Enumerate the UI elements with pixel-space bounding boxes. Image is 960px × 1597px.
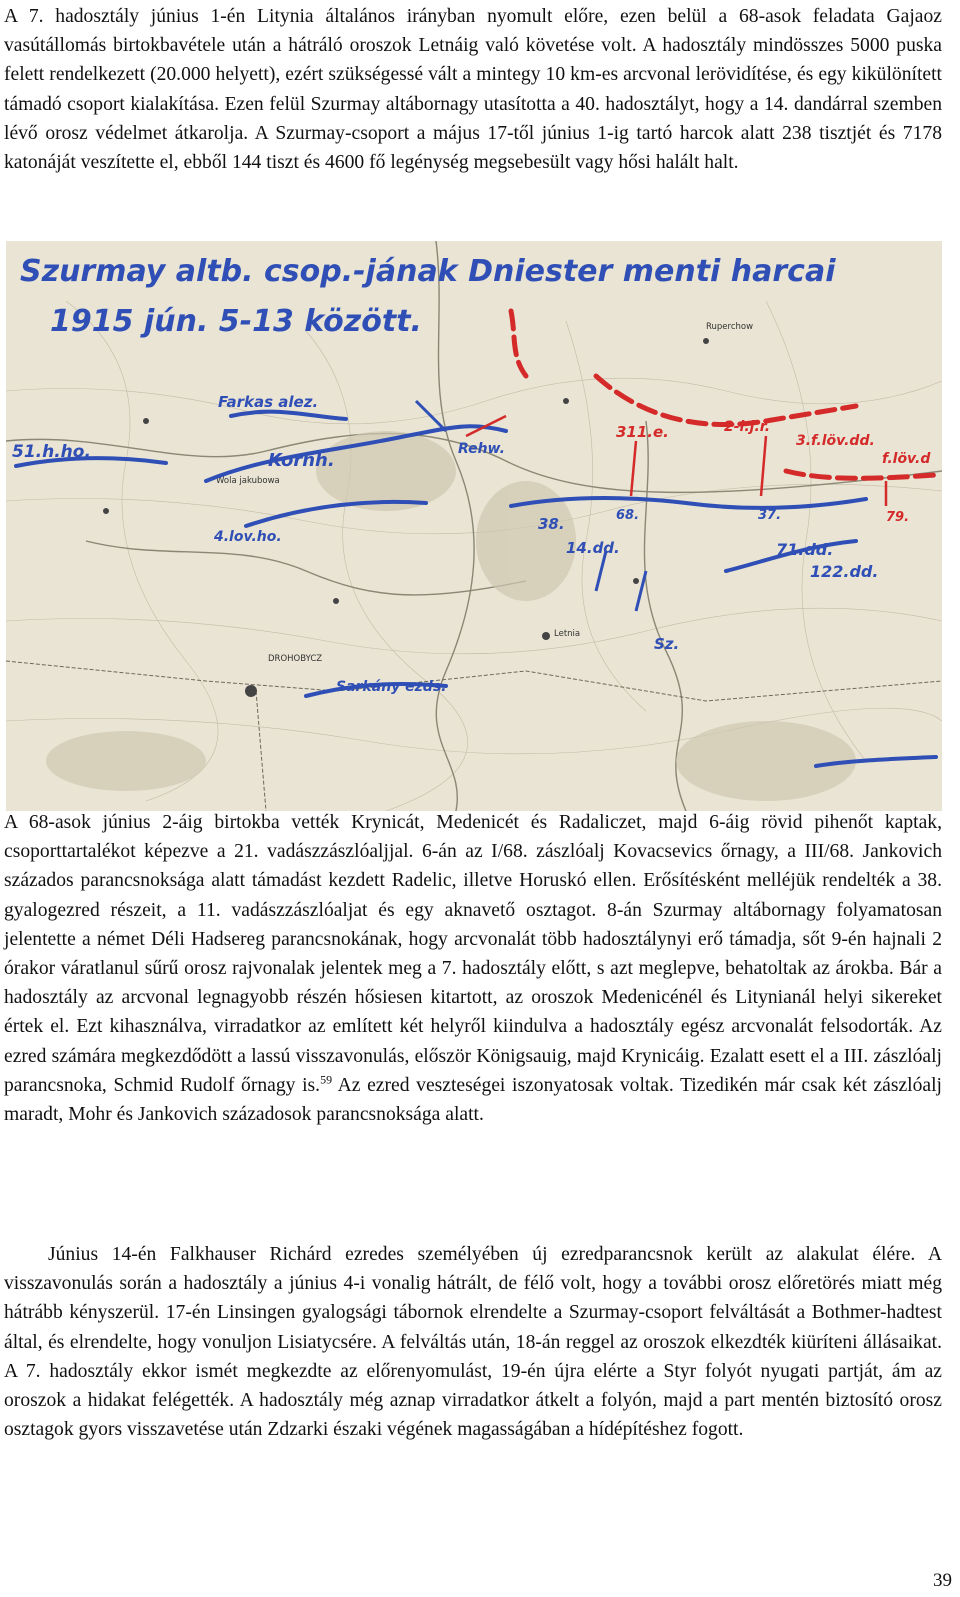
label-kornh: Kornh. <box>268 450 335 471</box>
paragraph-june-fighting-tail: Az ezred veszteségei iszonyatosak voltak. Tizedikén már csak két zászlóalj maradt, Mohr és Jankovich századosok parancsnoksága alatt. <box>4 1074 942 1126</box>
label-122dd: 122.dd. <box>810 562 879 581</box>
label-51hho: 51.h.ho. <box>12 442 91 462</box>
label-farkas: Farkas alez. <box>218 393 319 411</box>
label-37: 37. <box>758 508 782 523</box>
page-number: 39 <box>933 1570 952 1591</box>
label-sarkany: Sarkány ezds. <box>336 679 447 695</box>
town-wola: Wola jakubowa <box>216 476 280 486</box>
label-14dd: 14.dd. <box>566 539 620 557</box>
paragraph-new-commander: Június 14-én Falkhauser Richárd ezredes személyében új ezredparancsnok került az alakulat élére. A visszavonulás során a hadosztály a június 4-i vonalig hátrált, de félő volt, hogy a további orosz előretörés miatt még hátrább kényszerül. 17-én Linsingen gyalogsági tábornok elrendelte a Szurmay-csoport felváltását a Bothmer-hadtest által, és elrendelte, hogy vonuljon Lisiatycsére. A felváltás után, 18-án reggel az oroszok elkezdték kiüríteni állásaikat. A 7. hadosztály ekkor ismét megkezdte az előrenyomulást, 19-én újra elérte a Styr folyót nyugati partját, ám az oroszok a hidakat felégették. A hadosztály még aznap virradatkor átkelt a folyón, majd a part mentén biztosító orosz osztagok gyors visszavetése után Zdzarki északi végének magasságában a hídépítéshez fogott. <box>4 1244 942 1441</box>
label-rehw: Rehw. <box>458 441 505 457</box>
paragraph-june-fighting <box>4 808 942 1129</box>
label-4lov: 4.lov.ho. <box>214 529 282 545</box>
label-sz: Sz. <box>654 635 680 653</box>
town-drohobycz: DROHOBYCZ <box>268 654 323 664</box>
label-flovd: f.löv.d <box>882 451 931 467</box>
label-71dd: 71.dd. <box>776 540 834 559</box>
label-311e: 311.e. <box>616 423 669 441</box>
footnote-ref[interactable]: 59 <box>320 1072 333 1087</box>
label-79: 79. <box>886 510 910 525</box>
map-title-line2: 1915 jún. 5-13 között. <box>50 304 422 339</box>
label-3flovdd: 3.f.löv.dd. <box>796 433 875 449</box>
battle-map <box>6 241 942 811</box>
label-38: 38. <box>538 515 565 533</box>
map-title-line1: Szurmay altb. csop.-jának Dniester menti harcai <box>20 254 836 289</box>
town-ruperchow: Ruperchow <box>706 322 754 332</box>
paragraph-intro: A 7. hadosztály június 1-én Litynia általános irányban nyomult előre, ezen belül a 68-asok feladata Gajaoz vasútállomás birtokbavétele után a hátráló oroszok Letnáig való követése volt. A hadosztály mindösszes 5000 puska felett rendelkezett (20.000 helyett), ezért szükségessé vált a mintegy 10 km-es arcvonal lerövidítése, és egy kikülönített támadó csoport kialakítása. Ezen felül Szurmay altábornagy utasította a 40. hadosztályt, hogy a 14. dandárral szemben lévő orosz védelmet átkarolja. A Szurmay-csoport a május 17-től június 1-ig tartó harcok alatt 238 tisztjét és 7178 katonáját veszítette el, ebből 144 tiszt és 4600 fő legénység megsebesült vagy hősi halált halt. <box>4 6 942 174</box>
label-68: 68. <box>616 508 640 523</box>
town-letnia: Letnia <box>554 629 581 639</box>
paragraph-june-fighting-text: A 68-asok június 2-áig birtokba vették Krynicát, Medenicét és Radaliczet, majd 6-áig rövid pihenőt kaptak, csoporttartalékot képezve a 21. vadászzászlóaljjal. 6-án az I/68. zászlóalj Kovacsevics őrnagy, a III/68. Jankovich százados parancsnoksága alatt támadást kezdett Radelic, illetve Horuskó ellen. Erősítésként melléjük rendelték a 38. gyalogezred részeit, a 11. vadászzászlóaljat és egy aknavető osztagot. 8-án Szurmay altábornagy folyamatosan jelentette a német Déli Hadsereg parancsnokának, hogy arcvonalát több hadosztálynyi erő támadja, sőt 9-én hajnali 2 órakor váratlanul sűrű orosz rajvonalak jelentek meg a 7. hadosztály előtt, s azt meglepve, behatoltak az árokba. Bár a hadosztály az arcvonal legnagyobb részén hősiesen kitartott, az oroszok Medenicénél és Litynianál helyi sikereket értek el. Ezt kihasználva, virradatkor az említett két helyről kiindulva a hadosztály egész arcvonalát felsodorták. Az ezred számára megkezdődött a lassú visszavonulás, először Königsauig, majd Krynicáig. Ezalatt esett el a III. zászlóalj parancsnoka, Schmid Rudolf őrnagy is. <box>4 812 942 1096</box>
label-2ljr: 2-l.j.r. <box>724 419 771 435</box>
